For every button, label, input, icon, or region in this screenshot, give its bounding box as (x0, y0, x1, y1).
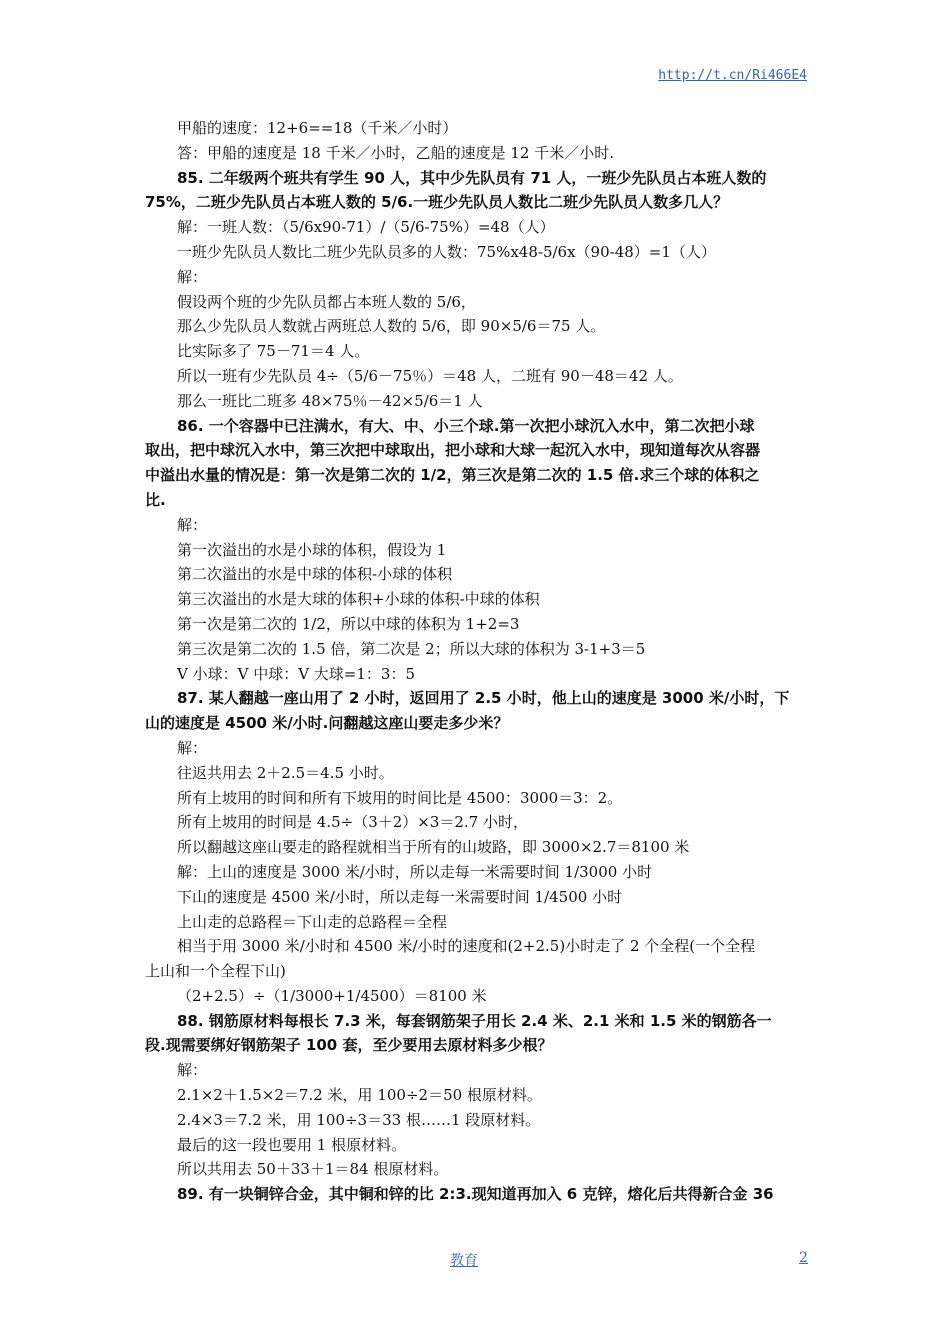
text-line: 上山和一个全程下山) (145, 962, 286, 981)
text-line: 最后的这一段也要用 1 根原材料。 (177, 1135, 407, 1154)
text-line: 所以一班有少先队员 4÷（5/6－75％）＝48 人，二班有 90－48＝42 人。 (177, 366, 683, 385)
text-line: 那么少先队员人数就占两班总人数的 5/6，即 90×5/6＝75 人。 (177, 317, 606, 336)
footer-link[interactable]: 教育 (450, 1253, 478, 1269)
question-line: 75%，二班少先队员占本班人数的 5/6.一班少先队员人数比二班少先队员人数多几人？ (145, 193, 729, 212)
text-line: （2+2.5）÷（1/3000+1/4500）＝8100 米 (177, 986, 487, 1005)
text-line: 解： (177, 1061, 208, 1080)
text-line: 第一次溢出的水是小球的体积，假设为 1 (177, 540, 447, 559)
question-line: 段.现需要绑好钢筋架子 100 套，至少要用去原材料多少根？ (145, 1036, 553, 1055)
text-line: 解： (177, 267, 208, 286)
text-line: 解： (177, 738, 208, 757)
text-line: 2.4×3＝7.2 米，用 100÷3＝33 根……1 段原材料。 (177, 1110, 541, 1129)
text-line: 第三次溢出的水是大球的体积+小球的体积-中球的体积 (177, 590, 540, 609)
question-line: 山的速度是 4500 米/小时.问翻越这座山要走多少米？ (145, 714, 509, 733)
question-line: 取出，把中球沉入水中，第三次把中球取出，把小球和大球一起沉入水中，现知道每次从容器 (145, 441, 761, 460)
question-line: 86. 一个容器中已注满水，有大、中、小三个球.第一次把小球沉入水中，第二次把小球 (177, 416, 755, 435)
document-body (145, 116, 809, 1207)
text-line: 甲船的速度：12+6==18（千米／小时） (177, 119, 458, 137)
text-line: 2.1×2＋1.5×2＝7.2 米，用 100÷2＝50 根原材料。 (177, 1086, 542, 1105)
text-line: 第三次是第二次的 1.5 倍，第二次是 2；所以大球的体积为 3-1+3＝5 (177, 639, 646, 658)
text-line: 解：上山的速度是 3000 米/小时，所以走每一米需要时间 1/3000 小时 (177, 862, 653, 881)
text-line: 往返共用去 2＋2.5＝4.5 小时。 (177, 763, 394, 782)
question-line: 85. 二年级两个班共有学生 90 人，其中少先队员有 71 人，一班少先队员占本班人数的 (177, 168, 767, 187)
text-line: 所以共用去 50＋33＋1＝84 根原材料。 (177, 1160, 449, 1179)
question-line: 中溢出水量的情况是：第一次是第二次的 1/2，第三次是第二次的 1.5 倍.求三个球的体积之 (145, 466, 760, 485)
question-line: 比. (145, 490, 166, 509)
text-line: 所有上坡用的时间和所有下坡用的时间比是 4500：3000＝3：2。 (177, 788, 623, 807)
text-line: 下山的速度是 4500 米/小时，所以走每一米需要时间 1/4500 小时 (177, 887, 623, 906)
text-line: V 小球：V 中球：V 大球=1：3：5 (177, 664, 416, 683)
text-line: 第一次是第二次的 1/2，所以中球的体积为 1+2=3 (177, 614, 520, 633)
text-line: 解： (177, 515, 208, 534)
text-line: 解：一班人数：（5/6x90-71）/（5/6-75%）=48（人） (177, 218, 555, 237)
text-line: 上山走的总路程＝下山走的总路程＝全程 (177, 912, 448, 931)
text-line: 答：甲船的速度是 18 千米／小时，乙船的速度是 12 千米／小时. (177, 143, 615, 162)
question-line: 87. 某人翻越一座山用了 2 小时，返回用了 2.5 小时，他上山的速度是 3000 米/小时，下 (177, 689, 790, 708)
text-line: 一班少先队员人数比二班少先队员多的人数：75%x48-5/6x（90-48）=1（人） (177, 242, 716, 261)
text-line: 所有上坡用的时间是 4.5÷（3＋2）×3＝2.7 小时， (177, 813, 529, 832)
question-line: 89. 有一块铜锌合金，其中铜和锌的比 2:3.现知道再加入 6 克锌，熔化后共得新合金 36 (177, 1185, 774, 1204)
text-line: 所以翻越这座山要走的路程就相当于所有的山坡路，即 3000×2.7＝8100 米 (177, 838, 690, 857)
text-line: 相当于用 3000 米/小时和 4500 米/小时的速度和(2+2.5)小时走了 2 个全程(一个全程 (177, 937, 756, 956)
question-line: 88. 钢筋原材料每根长 7.3 米，每套钢筋架子用长 2.4 米、2.1 米和 1.5 米的钢筋各一 (177, 1011, 772, 1030)
text-line: 比实际多了 75－71＝4 人。 (177, 342, 370, 361)
header-url-link[interactable]: http://t.cn/Ri466E4 (658, 68, 807, 83)
page-number: 2 (799, 1250, 808, 1266)
text-line: 假设两个班的少先队员都占本班人数的 5/6， (177, 292, 476, 311)
text-line: 第二次溢出的水是中球的体积-小球的体积 (177, 565, 453, 584)
text-line: 那么一班比二班多 48×75％－42×5/6＝1 人 (177, 391, 483, 410)
